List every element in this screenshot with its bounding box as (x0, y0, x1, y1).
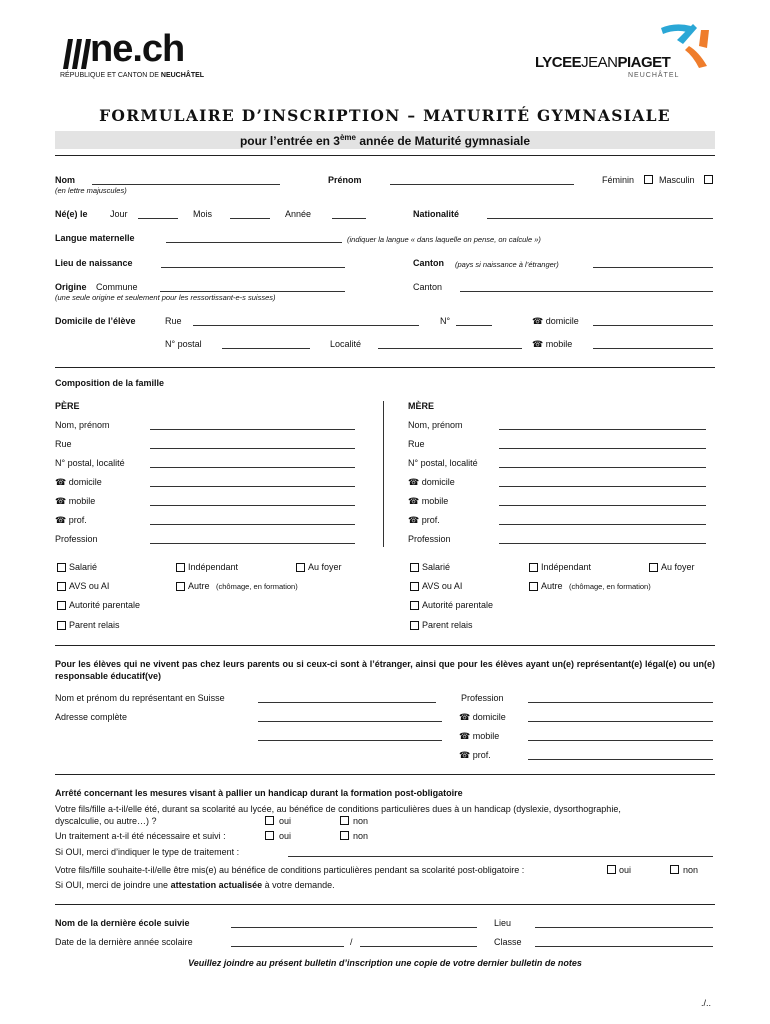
annee-label: Année (285, 209, 312, 219)
pere-salarie-label: Salarié (69, 562, 98, 572)
mere-heading: MÈRE (408, 401, 435, 411)
nom-field[interactable] (92, 184, 280, 185)
lycee-text-c: PIAGET (617, 54, 671, 71)
mere-avs-checkbox[interactable] (410, 582, 419, 591)
pere-row-field[interactable] (150, 429, 355, 430)
rep-mobile-field[interactable] (528, 740, 713, 741)
prenom-label: Prénom (328, 175, 362, 185)
mere-row-field[interactable] (499, 505, 706, 506)
rep-adresse-field-2[interactable] (258, 740, 442, 741)
q5-text-c: à votre demande. (262, 880, 335, 890)
rep-profession-field[interactable] (528, 702, 713, 703)
pere-row-label: Profession (55, 534, 98, 544)
ecole-lieu-label: Lieu (494, 918, 512, 928)
mere-row-label: ☎ domicile (408, 477, 455, 487)
rue-label: Rue (165, 316, 182, 326)
mere-au-foyer-checkbox[interactable] (649, 563, 658, 572)
pere-avs-checkbox[interactable] (57, 582, 66, 591)
bulletin-note: Veuillez joindre au présent bulletin d’inscription une copie de votre dernier bulletin de notes (188, 958, 582, 968)
mere-row-label: ☎ prof. (408, 515, 440, 525)
q1-oui-label: oui (279, 816, 292, 826)
nationalite-label: Nationalité (413, 209, 460, 219)
mere-row-label: ☎ mobile (408, 496, 449, 506)
q5-text-a: Si OUI, merci de joindre une (55, 880, 171, 890)
mere-autorite-label: Autorité parentale (422, 600, 494, 610)
jour-label: Jour (110, 209, 128, 219)
rue-field[interactable] (193, 325, 419, 326)
pere-row-field[interactable] (150, 505, 355, 506)
localite-field[interactable] (378, 348, 522, 349)
subtitle-text-a: pour l’entrée en 3 (239, 134, 340, 148)
rep-domicile-field[interactable] (528, 721, 713, 722)
pere-row-field[interactable] (150, 448, 355, 449)
canton-logo-text: ne.ch (90, 28, 185, 70)
rep-profession-label: Profession (461, 693, 504, 703)
tel-domicile-field[interactable] (593, 325, 713, 326)
subtitle-text-b: année de Maturité gymnasiale (355, 134, 531, 148)
mere-salarie-label: Salarié (422, 562, 451, 572)
lycee-logo-subtitle: NEUCHÂTEL (628, 72, 680, 79)
pere-row-label: N° postal, localité (55, 458, 125, 468)
mere-row-label: Profession (408, 534, 451, 544)
q2-non-label: non (353, 831, 369, 841)
divider-5 (55, 904, 715, 905)
q4-oui-checkbox[interactable] (607, 865, 616, 874)
mere-autre-label: Autre (541, 581, 563, 591)
pere-relais-label: Parent relais (69, 620, 120, 630)
handicap-q4: Votre fils/fille souhaite-t-il/elle être mis(e) au bénéfice de conditions particulières pendant sa scolarité post-obligatoire : (55, 865, 525, 875)
tel-domicile-label: ☎ domicile (532, 316, 579, 326)
rep-nom-field[interactable] (258, 702, 436, 703)
mere-row-label: N° postal, localité (408, 458, 478, 468)
commune-label: Commune (96, 282, 138, 292)
ecole-date-slash: / (350, 937, 353, 947)
page-subtitle (0, 133, 770, 148)
feminin-checkbox[interactable] (644, 175, 653, 184)
canton-field[interactable] (593, 267, 713, 268)
pere-row-field[interactable] (150, 486, 355, 487)
npa-field[interactable] (222, 348, 310, 349)
lycee-text-a: LYCEE (535, 54, 582, 71)
mere-au-foyer-label: Au foyer (661, 562, 695, 572)
pere-au-foyer-label: Au foyer (308, 562, 342, 572)
pere-au-foyer-checkbox[interactable] (296, 563, 305, 572)
rep-mobile-label: ☎ mobile (459, 731, 500, 741)
mere-row-field[interactable] (499, 429, 706, 430)
mere-autre-checkbox[interactable] (529, 582, 538, 591)
ecole-nom-field[interactable] (231, 927, 477, 928)
page-title: FORMULAIRE D’INSCRIPTION – MATURITÉ GYMNASIALE (99, 106, 671, 125)
pere-row-label: Rue (55, 439, 72, 449)
ecole-date-field-2[interactable] (360, 946, 477, 947)
q1-non-checkbox[interactable] (340, 816, 349, 825)
origine-note: (une seule origine et seulement pour les ressortissant-e-s suisses) (55, 293, 276, 302)
mere-independant-label: Indépendant (541, 562, 592, 572)
numero-label: N° (440, 316, 451, 326)
subtitle-sup: ème (339, 133, 356, 142)
traitement-field[interactable] (288, 856, 713, 857)
column-divider (383, 401, 384, 547)
mere-row-field[interactable] (499, 448, 706, 449)
divider-1 (55, 155, 715, 156)
canton-label: Canton (413, 258, 444, 268)
langue-label: Langue maternelle (55, 233, 135, 243)
canton2-field[interactable] (460, 291, 713, 292)
q4-oui-label: oui (619, 865, 632, 875)
pere-autre-note: (chômage, en formation) (216, 582, 298, 591)
q4-non-label: non (683, 865, 699, 875)
mere-row-label: Nom, prénom (408, 420, 463, 430)
rep-adresse-label: Adresse complète (55, 712, 128, 722)
handicap-q3: Si OUI, merci d’indiquer le type de traitement : (55, 847, 240, 857)
pere-row-label: ☎ domicile (55, 477, 102, 487)
rep-prof-label: ☎ prof. (459, 750, 491, 760)
canton-logo-subtitle (60, 72, 204, 79)
divider-2 (55, 367, 715, 368)
annee-field[interactable] (332, 218, 366, 219)
nom-note: (en lettre majuscules) (55, 186, 127, 195)
rep-prof-field[interactable] (528, 759, 713, 760)
ne-le-label: Né(e) le (55, 209, 88, 219)
mere-independant-checkbox[interactable] (529, 563, 538, 572)
pere-row-label: ☎ mobile (55, 496, 96, 506)
canton2-label: Canton (413, 282, 443, 292)
mere-row-field[interactable] (499, 486, 706, 487)
mois-field[interactable] (230, 218, 270, 219)
lieu-label: Lieu de naissance (55, 258, 133, 268)
pere-heading: PÈRE (55, 401, 80, 411)
rep-nom-label: Nom et prénom du représentant en Suisse (55, 693, 225, 703)
handicap-q1-a: Votre fils/fille a-t-il/elle été, durant sa scolarité au lycée, au bénéfice de conditions particulières dues à un handicap (dyslexie, dysorthographie, (55, 804, 621, 814)
nom-label: Nom (55, 175, 75, 185)
masculin-checkbox[interactable] (704, 175, 713, 184)
mere-autorite-checkbox[interactable] (410, 601, 419, 610)
feminin-label: Féminin (602, 175, 635, 185)
handicap-q1-b: dyscalculie, ou autre…) ? (55, 816, 157, 826)
pere-salarie-checkbox[interactable] (57, 563, 66, 572)
lycee-logo-text (535, 54, 670, 71)
canton-subtitle-b: NEUCHÂTEL (160, 72, 205, 79)
ecole-lieu-field[interactable] (535, 927, 713, 928)
q4-non-checkbox[interactable] (670, 865, 679, 874)
pere-relais-checkbox[interactable] (57, 621, 66, 630)
pere-row-label: ☎ prof. (55, 515, 87, 525)
handicap-heading: Arrêté concernant les mesures visant à pallier un handicap durant la formation post-obligatoire (55, 788, 463, 798)
page-continuation: ./.. (701, 998, 712, 1008)
mere-salarie-checkbox[interactable] (410, 563, 419, 572)
npa-label: N° postal (165, 339, 202, 349)
pere-row-field[interactable] (150, 543, 355, 544)
mere-relais-checkbox[interactable] (410, 621, 419, 630)
divider-4 (55, 774, 715, 775)
lieu-field[interactable] (161, 267, 345, 268)
numero-field[interactable] (456, 325, 492, 326)
nationalite-field[interactable] (487, 218, 713, 219)
lycee-logo (535, 20, 715, 80)
prenom-field[interactable] (390, 184, 574, 185)
q2-oui-label: oui (279, 831, 292, 841)
q2-non-checkbox[interactable] (340, 831, 349, 840)
lycee-text-b: JEAN (581, 54, 618, 71)
mere-row-field[interactable] (499, 524, 706, 525)
mere-avs-label: AVS ou AI (422, 581, 463, 591)
q5-text-b: attestation actualisée (170, 880, 263, 890)
rep-adresse-field-1[interactable] (258, 721, 442, 722)
mere-row-field[interactable] (499, 543, 706, 544)
ecole-date-field-1[interactable] (231, 946, 344, 947)
rep-domicile-label: ☎ domicile (459, 712, 506, 722)
pere-independant-label: Indépendant (188, 562, 239, 572)
mere-relais-label: Parent relais (422, 620, 473, 630)
q1-non-label: non (353, 816, 369, 826)
q2-oui-checkbox[interactable] (265, 831, 274, 840)
mere-row-label: Rue (408, 439, 425, 449)
mere-autre-note: (chômage, en formation) (569, 582, 651, 591)
pere-autre-checkbox[interactable] (176, 582, 185, 591)
famille-heading: Composition de la famille (55, 378, 165, 388)
ecole-classe-field[interactable] (535, 946, 713, 947)
langue-note: (indiquer la langue « dans laquelle on pense, on calcule ») (347, 235, 541, 244)
domicile-label: Domicile de l’élève (55, 316, 136, 326)
pere-independant-checkbox[interactable] (176, 563, 185, 572)
origine-label: Origine (55, 282, 87, 292)
ecole-classe-label: Classe (494, 937, 522, 947)
pere-autre-label: Autre (188, 581, 210, 591)
localite-label: Localité (330, 339, 362, 349)
tel-mobile-field[interactable] (593, 348, 713, 349)
canton-subtitle-a: RÉPUBLIQUE ET CANTON DE (60, 72, 159, 79)
mois-label: Mois (193, 209, 213, 219)
handicap-q2: Un traitement a-t-il été nécessaire et suivi : (55, 831, 226, 841)
masculin-label: Masculin (659, 175, 695, 185)
pere-autorite-checkbox[interactable] (57, 601, 66, 610)
representant-heading: Pour les élèves qui ne vivent pas chez leurs parents ou si ceux-ci sont à l’étranger, ainsi que pour les élèves ayant un(e) représentant(e) légal(e) ou un(e) responsable éducatif(ve) (55, 659, 715, 681)
pere-row-label: Nom, prénom (55, 420, 110, 430)
langue-field[interactable] (166, 242, 342, 243)
tel-mobile-label: ☎ mobile (532, 339, 573, 349)
ecole-date-label: Date de la dernière année scolaire (55, 937, 193, 947)
pere-row-field[interactable] (150, 524, 355, 525)
mere-row-field[interactable] (499, 467, 706, 468)
handicap-q5 (55, 880, 335, 890)
q1-oui-checkbox[interactable] (265, 816, 274, 825)
ecole-nom-label: Nom de la dernière école suivie (55, 918, 190, 928)
commune-field[interactable] (160, 291, 345, 292)
canton-note: (pays si naissance à l’étranger) (455, 260, 559, 269)
pere-avs-label: AVS ou AI (69, 581, 110, 591)
jour-field[interactable] (138, 218, 178, 219)
pere-autorite-label: Autorité parentale (69, 600, 141, 610)
divider-3 (55, 645, 715, 646)
pere-row-field[interactable] (150, 467, 355, 468)
